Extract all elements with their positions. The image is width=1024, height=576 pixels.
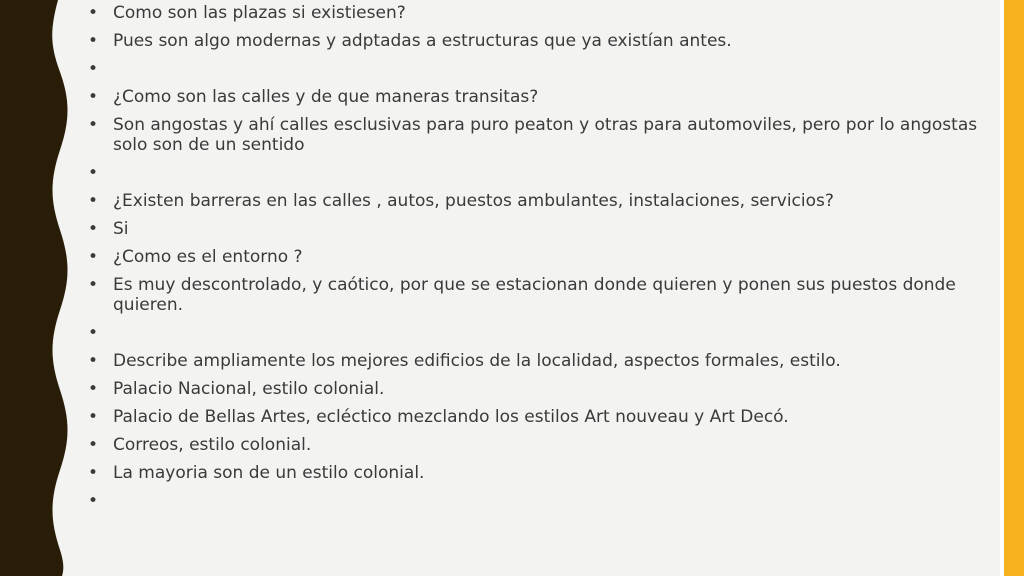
list-item-text: Describe ampliamente los mejores edificios de la localidad, aspectos formales, estilo.: [113, 351, 841, 371]
list-item-text: ¿Existen barreras en las calles , autos, puestos ambulantes, instalaciones, servicios?: [113, 191, 834, 211]
list-item-text: Pues son algo modernas y adptadas a estructuras que ya existían antes.: [113, 31, 732, 51]
list-item: [86, 115, 986, 155]
list-item-text: ¿Como son las calles y de que maneras transitas?: [113, 87, 539, 107]
list-item: [86, 323, 986, 343]
list-item-text: Son angostas y ahí calles esclusivas para puro peaton y otras para automoviles, pero por lo angostas solo son de un sentido: [113, 115, 978, 155]
list-item: [86, 491, 986, 511]
list-item-text: Palacio de Bellas Artes, ecléctico mezclando los estilos Art nouveau y Art Decó.: [113, 407, 789, 427]
decorative-wavy-band: [0, 0, 80, 576]
list-item-text: Es muy descontrolado, y caótico, por que se estacionan donde quieren y ponen sus puestos donde quieren.: [113, 275, 956, 315]
bullet-icon: •: [87, 247, 99, 267]
list-item: [86, 163, 986, 183]
bullet-icon: •: [87, 87, 99, 107]
bullet-icon: •: [87, 3, 99, 23]
bullet-icon: •: [87, 351, 99, 371]
list-item-text: Palacio Nacional, estilo colonial.: [113, 379, 385, 399]
list-item: [86, 275, 986, 315]
list-item: [86, 87, 986, 107]
bullet-icon: •: [87, 191, 99, 211]
bullet-icon: •: [87, 491, 99, 511]
list-item-text: La mayoria son de un estilo colonial.: [113, 463, 425, 483]
list-item: [86, 31, 986, 51]
list-item-text: Correos, estilo colonial.: [113, 435, 312, 455]
list-item: [86, 351, 986, 371]
list-item-text: ¿Como es el entorno ?: [113, 247, 303, 267]
bullet-icon: •: [87, 379, 99, 399]
bullet-icon: •: [87, 115, 99, 135]
bullet-icon: •: [87, 275, 99, 295]
bullet-icon: •: [87, 31, 99, 51]
list-item: [86, 59, 986, 79]
list-item: [86, 191, 986, 211]
bullet-icon: •: [87, 463, 99, 483]
bullet-icon: •: [87, 59, 99, 79]
slide-content: [86, 0, 986, 519]
bullet-list: [86, 0, 986, 511]
bullet-icon: •: [87, 323, 99, 343]
list-item: [86, 219, 986, 239]
accent-bar: [1004, 0, 1024, 576]
bullet-icon: •: [87, 407, 99, 427]
list-item: [86, 379, 986, 399]
bullet-icon: •: [87, 163, 99, 183]
list-item: [86, 3, 986, 23]
list-item-text: Como son las plazas si existiesen?: [113, 3, 406, 23]
list-item: [86, 463, 986, 483]
wave-shape: [0, 0, 68, 576]
bullet-icon: •: [87, 435, 99, 455]
list-item: [86, 247, 986, 267]
bullet-icon: •: [87, 219, 99, 239]
list-item: [86, 435, 986, 455]
list-item: [86, 407, 986, 427]
list-item-text: Si: [113, 219, 129, 239]
